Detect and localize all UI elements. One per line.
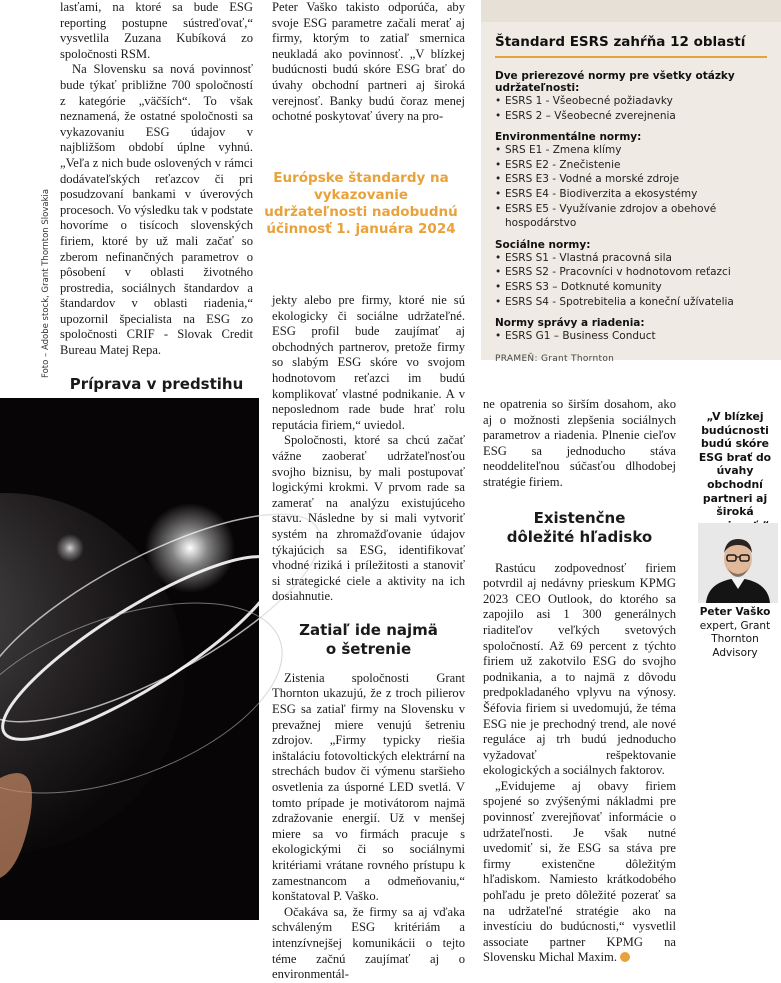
box-group bbox=[495, 239, 767, 309]
paragraph: Spoločnosti, ktoré sa chcú začať vážne zaoberať udržateľnosťou svojho biznisu, by mali postupovať logickými krokmi. V prvom rade sa zamerať na analýzu existujúceho stavu. Následne by si mali vytvoriť systém na zhromažďovanie údajov týkajúcich sa ESG, identifikovať vhodné riziká i príležitosti a stanoviť si strategické ciele a aktivity na ich dosiahnutie. bbox=[272, 433, 465, 604]
group-list bbox=[495, 251, 767, 309]
paragraph: ne opatrenia so širším dosahom, ako aj o možnosti zlepšenia sociálnych parametrov a riadenia. Plnenie cieľov ESG sa jednoducho stáva neoddeliteľnou súčasťou dlhodobej stratégie firiem. bbox=[483, 397, 676, 489]
paragraph: Očakáva sa, že firmy sa aj vďaka schváleným ESG kritériám a intenzívnejšej komunikácii o tejto téme začnú zaujímať aj o environmentál- bbox=[272, 904, 465, 982]
subheading: Zatiaľ ide najmä o šetrenie bbox=[299, 620, 438, 658]
photo-credit: Foto – Adobe stock, Grant Thornton Slovakia bbox=[41, 188, 51, 378]
paragraph: lasťami, na ktoré sa bude ESG reporting postupne sústreďovať,“ vysvetlila Zuzana Kubíková zo spoločnosti RSM. bbox=[60, 0, 253, 61]
box-group bbox=[495, 131, 767, 231]
list-item: • ESRS S2 - Pracovníci v hodnotovom reťazci bbox=[495, 265, 767, 280]
list-item: • ESRS E4 - Biodiverzita a ekosystémy bbox=[495, 187, 767, 202]
person-portrait-icon bbox=[698, 523, 778, 603]
list-item: • ESRS 1 - Všeobecné požiadavky bbox=[495, 94, 767, 109]
article-photo bbox=[0, 398, 259, 920]
column-1 bbox=[60, 0, 253, 452]
list-item: • ESRS E5 - Využívanie zdrojov a obehové hospodárstvo bbox=[495, 202, 767, 231]
box-source: PRAMEŇ: Grant Thornton bbox=[495, 353, 615, 364]
end-of-article-icon bbox=[620, 952, 630, 962]
box-title: Štandard ESRS zahŕňa 12 oblastí bbox=[495, 34, 746, 50]
paragraph bbox=[483, 779, 676, 966]
list-item: • ESRS E3 - Vodné a morské zdroje bbox=[495, 172, 767, 187]
paragraph: Zistenia spoločnosti Grant Thornton ukazujú, že z troch pilierov ESG sa zatiaľ firmy na Slovensku v prevažnej miere venujú šetreniu zdrojov. „Firmy typicky riešia inštaláciu fotovoltických elektrární na strechách budov či výmenu staršieho osvetlenia za úsporné LED svetlá. V tomto prípade je motivátorom najmä zdražovanie energií. Už v menšej miere sa vo firmách pracuje s ekologickými či so sociálnymi kritériami vrátane rovného prístupu k zamestnancom a odmeňovaniu,“ konštatoval P. Vaško. bbox=[272, 670, 465, 904]
abstract-light-image bbox=[0, 398, 259, 920]
group-label: Sociálne normy: bbox=[495, 238, 591, 251]
esrs-info-box bbox=[481, 0, 781, 364]
person-role: expert, Grant Thornton Advisory bbox=[699, 619, 771, 659]
box-divider bbox=[495, 56, 767, 58]
box-group bbox=[495, 70, 767, 123]
group-label: Environmentálne normy: bbox=[495, 131, 642, 144]
pull-quote: Európske štandardy na vykazovanie udržateľnosti nadobudnú účinnosť 1. januára 2024 bbox=[264, 170, 458, 237]
list-item: • SRS E1 - Zmena klímy bbox=[495, 143, 767, 158]
box-top-band bbox=[481, 0, 781, 22]
list-item: • ESRS S1 - Vlastná pracovná sila bbox=[495, 251, 767, 266]
group-list bbox=[495, 329, 767, 344]
paragraph: jekty alebo pre firmy, ktoré nie sú ekologicky či sociálne udržateľné. ESG profil bude zaujímať aj obchodných partnerov, pretože firmy so slabým ESG skóre vo svojom hodnotovom reťazci im budú komplikovať vlastné podnikanie. A v neposlednom rade bude hrať rolu reputácia firiem,“ uviedol. bbox=[272, 293, 465, 432]
group-label: Normy správy a riadenia: bbox=[495, 317, 645, 330]
list-item: • ESRS S4 - Spotrebitelia a koneční užívatelia bbox=[495, 295, 767, 310]
group-list bbox=[495, 94, 767, 123]
list-item: • ESRS G1 – Business Conduct bbox=[495, 329, 767, 344]
group-list bbox=[495, 143, 767, 231]
list-item: • ESRS 2 – Všeobecné zverejnenia bbox=[495, 109, 767, 124]
paragraph: Peter Vaško takisto odporúča, aby svoje ESG parametre začali merať aj firmy, ktorým to zatiaľ smernica neukladá ako povinnosť. „V blízkej budúcnosti budú skóre ESG brať do úvahy obchodní partneri aj široká verejnosť. Banky budú čoraz menej ochotné poskytovať úvery na pro- bbox=[272, 0, 465, 124]
group-label: Dve prierezové normy pre všetky otázky udržateľnosti: bbox=[495, 70, 735, 94]
list-item: • ESRS S3 – Dotknuté komunity bbox=[495, 280, 767, 295]
portrait-photo bbox=[698, 523, 778, 603]
sidebar-quote: „V blízkej budúcnosti budú skóre ESG brať do úvahy obchodní partneri aj široká bbox=[698, 410, 772, 519]
paragraph: Rastúcu zodpovednosť firiem potvrdil aj nedávny prieskum KPMG 2023 CEO Outlook, do ktorého sa zapojilo asi 1 300 generálnych riaditeľov veľkých svetových spoločností. Až 69 percent z týchto firiem už zakotvilo ESG do svojho podnikania, a to najmä z dôvodu predpokladaného vplyvu na výnosy. Šéfovia firiem si uvedomujú, že téma ESG nie je prechodný trend, ale nové reguláce aj trh budú jednoducho vyžadovať rešpektovanie ekologických a sociálnych faktorov. bbox=[483, 560, 676, 778]
column-2 bbox=[272, 0, 465, 125]
subheading: Existenčne dôležité hľadisko bbox=[506, 508, 653, 546]
list-item: • ESRS E2 - Znečistenie bbox=[495, 158, 767, 173]
paragraph: Na Slovensku sa nová povinnosť bude týkať približne 700 spoločností z kategórie „väčších“. To však neznamená, že ostatné spoločnosti sa vykazovaniu ESG údajov v najbližšom období úplne vyhnú. „Veľa z nich bude oslovených v rámci dodávateľských reťazcov či pri posudzovaní bankami v úverových procesoch. Vo výsledku tak v podstate hovoríme o tisícoch slovenských firiem, ktoré by už mali začať so zberom nefinančných parametrov o pôsobení v oblasti životného prostredia, sociálnych štandardov a štandardov v oblasti riadenia,“ upozornil špecialista na ESG zo spoločnosti CRIF - Slovak Credit Bureau Matej Repa. bbox=[60, 62, 253, 358]
column-3 bbox=[483, 397, 676, 966]
column-2-lower bbox=[272, 293, 465, 983]
box-group bbox=[495, 317, 767, 344]
person-caption bbox=[689, 606, 781, 660]
person-name: Peter Vaško bbox=[699, 606, 771, 618]
paragraph-text: „Evidujeme aj obavy firiem spojené so zvýšenými nákladmi pre povinnosť zverejňovať informácie o udržateľnosti. Je však nutné uvedomiť si, že ESG sa stáva pre firmy existenčne dôležitým hľadiskom. Namiesto krátkodobého pohľadu je preto dôležité pozerať sa na udržateľné stratégie ako na investíciu do budúcnosti,“ vysvetlil associate partner KPMG na Slovensku Michal Maxim. bbox=[483, 778, 676, 965]
subheading: Príprava v predstihu bbox=[69, 374, 244, 393]
